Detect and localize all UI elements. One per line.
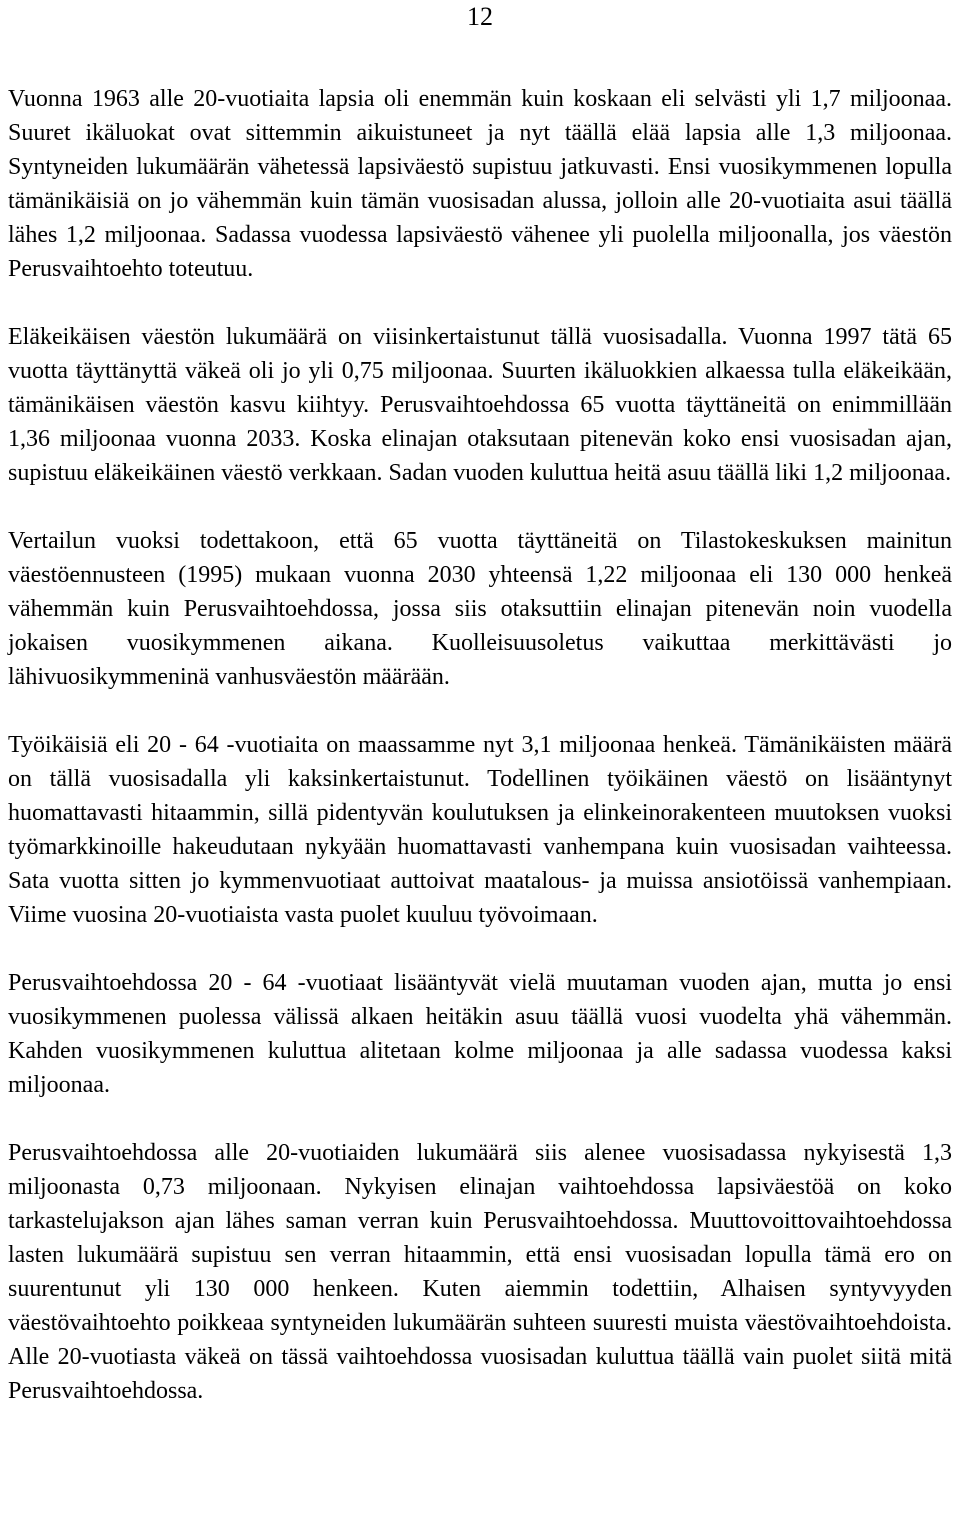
page-number: 12 xyxy=(467,2,493,31)
paragraph-youth-population: Vuonna 1963 alle 20-vuotiaita lapsia oli enemmän kuin koskaan eli selvästi yli 1,7 miljoonaa. Suuret ikäluokat ovat sittemmin aikuistuneet ja nyt täällä elää lapsia alle 1,3 miljoonaa. Syntyneiden lukumäärän vähetessä lapsiväestö supistuu jatkuvasti. Ensi vuosikymmenen lopulla tämänikäisiä on jo vähemmän kuin tämän vuosisadan alussa, jolloin alle 20-vuotiaita asui täällä lähes 1,2 miljoonaa. Sadassa vuodessa lapsiväestö vähenee yli puolella miljoonalla, jos väestön Perusvaihtoehto toteutuu. xyxy=(8,86,952,282)
paragraph-forecast-comparison: Vertailun vuoksi todettakoon, että 65 vuotta täyttäneitä on Tilastokeskuksen mainitun väestöennusteen (1995) mukaan vuonna 2030 yhteensä 1,22 miljoonaa eli 130 000 henkeä vähemmän kuin Perusvaihtoehdossa, jossa siis otaksuttiin elinajan pitenevän noin vuodella jokaisen vuosikymmenen aikana. Kuolleisuusoletus vaikuttaa merkittävästi jo lähivuosikymmeninä vanhusväestön määrään. xyxy=(8,528,952,690)
paragraph-working-age-projection: Perusvaihtoehdossa 20 - 64 -vuotiaat lisääntyvät vielä muutaman vuoden ajan, mutta jo ensi vuosikymmenen puolessa välissä alkaen heitäkin asuu täällä vuosi vuodelta yhä vähemmän. Kahden vuosikymmenen kuluttua alitetaan kolme miljoonaa ja alle sadassa vuodessa kaksi miljoonaa. xyxy=(8,970,952,1098)
paragraph-working-age-population: Työikäisiä eli 20 - 64 -vuotiaita on maassamme nyt 3,1 miljoonaa henkeä. Tämänikäisten määrä on tällä vuosisadalla yli kaksinkertaistunut. Todellinen työikäinen väestö on lisääntynyt huomattavasti hitaammin, sillä pidentyvän koulutuksen ja elinkeinorakenteen muutoksen vuoksi työmarkkinoille hakeudutaan nykyään huomattavasti vanhempana kuin vuosisadan vaihteessa. Sata vuotta sitten jo kymmenvuotiaat auttoivat maatalous- ja muissa ansiotöissä vanhempiaan. Viime vuosina 20-vuotiaista vasta puolet kuuluu työvoimaan. xyxy=(8,732,952,928)
paragraph-scenario-comparison: Perusvaihtoehdossa alle 20-vuotiaiden lukumäärä siis alenee vuosisadassa nykyisestä 1,3 miljoonasta 0,73 miljoonaan. Nykyisen elinajan vaihtoehdossa lapsiväestöä on koko tarkastelujakson ajan lähes saman verran kuin Perusvaihtoehdossa. Muuttovoittovaihtoehdossa lasten lukumäärä supistuu sen verran hitaammin, että ensi vuosisadan lopulla tämä ero on suurentunut yli 130 000 henkeen. Kuten aiemmin todettiin, Alhaisen syntyvyyden väestövaihtoehto poikkeaa syntyneiden lukumäärän suhteen suuresti muista väestövaihtoehdoista. Alle 20-vuotiasta väkeä on tässä vaihtoehdossa vuosisadan kuluttua täällä vain puolet siitä mitä Perusvaihtoehdossa. xyxy=(8,1140,952,1404)
body-text xyxy=(8,82,952,1408)
paragraph-retirement-age-population: Eläkeikäisen väestön lukumäärä on viisinkertaistunut tällä vuosisadalla. Vuonna 1997 tätä 65 vuotta täyttänyttä väkeä oli jo yli 0,75 miljoonaa. Suurten ikäluokkien alkaessa tulla eläkeikään, tämänikäisen väestön kasvu kiihtyy. Perusvaihtoehdossa 65 vuotta täyttäneitä on enimmillään 1,36 miljoonaa vuonna 2033. Koska elinajan otaksutaan pitenevän koko ensi vuosisadan ajan, supistuu eläkeikäinen väestö verkkaan. Sadan vuoden kuluttua heitä asuu täällä liki 1,2 miljoonaa. xyxy=(8,324,952,486)
